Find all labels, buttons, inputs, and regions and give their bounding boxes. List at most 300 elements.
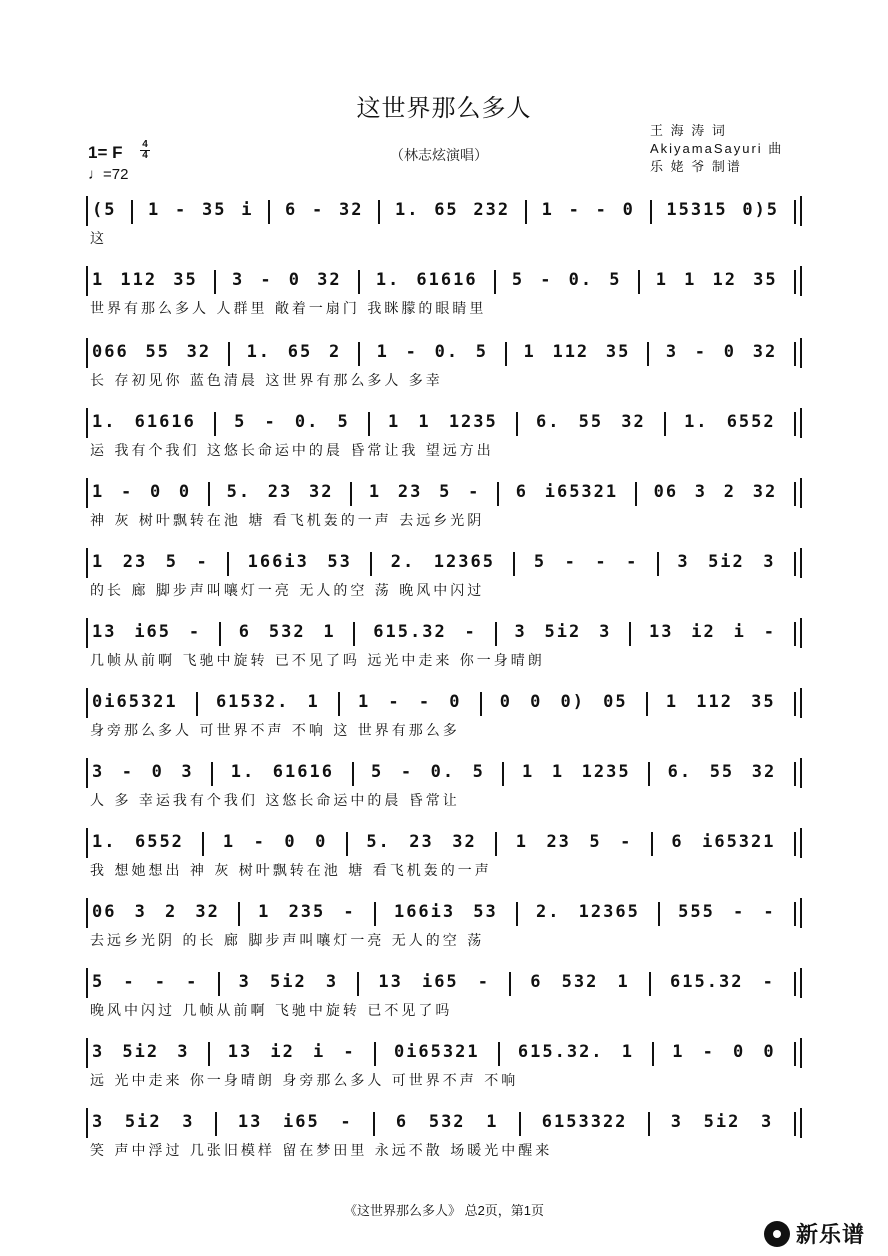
note-group: (5 xyxy=(92,200,117,220)
note-group: 55 xyxy=(709,762,735,782)
note-group: 32 xyxy=(752,342,778,362)
note-group: 0. xyxy=(430,762,456,782)
note-group: 12 xyxy=(712,270,737,290)
note-group: 1 xyxy=(655,270,668,290)
bar-line xyxy=(657,552,659,576)
note-group: 32 xyxy=(452,832,477,852)
note-group: 23 xyxy=(122,552,148,572)
note-group: 0) xyxy=(560,692,585,712)
bar-line xyxy=(480,692,482,716)
note-group: 1. xyxy=(230,762,256,782)
bar-line xyxy=(658,902,660,926)
note-group: 13 xyxy=(227,1042,253,1062)
note-group: 3 xyxy=(92,1042,105,1062)
bar-line xyxy=(794,692,796,716)
note-group: 166i3 xyxy=(247,552,309,572)
bar-line xyxy=(794,200,796,224)
score-system xyxy=(86,618,802,674)
note-group: - xyxy=(702,1042,715,1062)
note-group: 0 xyxy=(151,762,164,782)
note-group: - xyxy=(733,902,746,922)
bar-line xyxy=(650,200,652,224)
bar-line xyxy=(794,762,796,786)
lyrics-line: 我 想她想出 神 灰 树叶飘转在池 塘 看飞机轰的一声 xyxy=(90,863,492,879)
note-group: 112 xyxy=(120,270,158,290)
note-group: i65 xyxy=(134,622,172,642)
note-group: 3 xyxy=(92,1112,105,1132)
note-group: 1 xyxy=(258,902,271,922)
bar-line xyxy=(378,200,380,224)
notation-text xyxy=(92,270,796,294)
note-group: 13 xyxy=(237,1112,263,1132)
note-group: - xyxy=(763,622,776,642)
bar-line xyxy=(228,342,230,366)
score-system xyxy=(86,898,802,954)
note-group: 53 xyxy=(473,902,498,922)
notation-text xyxy=(92,832,796,856)
note-group: 1 xyxy=(621,1042,634,1062)
bar-line xyxy=(652,1042,654,1066)
bar-line xyxy=(374,902,376,926)
bar-line xyxy=(215,1112,217,1136)
score-system xyxy=(86,266,802,322)
note-group: 23 xyxy=(409,832,434,852)
notation-line xyxy=(86,968,802,998)
bar-line xyxy=(519,1112,521,1136)
note-group: 0 xyxy=(284,832,297,852)
note-group: 61616 xyxy=(134,412,196,432)
note-group: 32 xyxy=(186,342,212,362)
note-group: 0)5 xyxy=(742,200,780,220)
note-group: - xyxy=(468,482,481,502)
note-group: 1 xyxy=(515,832,528,852)
bar-line xyxy=(516,902,518,926)
bar-line xyxy=(353,622,355,646)
note-group: - xyxy=(564,552,577,572)
notation-text xyxy=(92,412,796,436)
bar-line xyxy=(794,1042,796,1066)
note-group: 65 xyxy=(434,200,459,220)
note-group: 1235 xyxy=(448,412,498,432)
note-group: - xyxy=(123,972,136,992)
note-group: i2 xyxy=(691,622,716,642)
note-group: 6. xyxy=(667,762,693,782)
notation-line xyxy=(86,408,802,438)
note-group: 1. xyxy=(394,200,420,220)
note-group: 5. xyxy=(366,832,391,852)
lyrics-line: 几帧从前啊 飞驰中旋转 已不见了吗 远光中走来 你一身晴朗 xyxy=(90,653,545,669)
note-group: 12365 xyxy=(578,902,640,922)
notation-text xyxy=(92,762,796,786)
note-group: 1 xyxy=(522,762,535,782)
note-group: 35 xyxy=(605,342,631,362)
note-group: 23 xyxy=(267,482,293,502)
note-group: 066 xyxy=(92,342,129,362)
note-group: 6 xyxy=(395,1112,409,1132)
bar-line xyxy=(794,972,796,996)
notation-text xyxy=(92,1042,796,1066)
bar-line xyxy=(648,1112,650,1136)
bar-line xyxy=(238,902,240,926)
bar-line xyxy=(494,270,496,294)
bar-line xyxy=(794,832,796,856)
note-group: - xyxy=(540,270,553,290)
note-group: i65 xyxy=(421,972,459,992)
note-group: 5 xyxy=(371,762,384,782)
note-group: 32 xyxy=(317,270,342,290)
note-group: 5i2 xyxy=(122,1042,160,1062)
note-group: 13 xyxy=(378,972,403,992)
score-system xyxy=(86,478,802,534)
note-group: 35 xyxy=(201,200,227,220)
notation-line xyxy=(86,548,802,578)
note-group: 1 xyxy=(672,1042,685,1062)
note-group: - xyxy=(763,902,776,922)
note-group: 0 xyxy=(449,692,462,712)
bar-line xyxy=(629,622,631,646)
note-group: 0 xyxy=(315,832,328,852)
notation-text xyxy=(92,342,796,366)
note-group: 13 xyxy=(648,622,674,642)
notation-line xyxy=(86,688,802,718)
note-group: 1 xyxy=(358,692,371,712)
bar-line xyxy=(227,552,229,576)
note-group: 0i65321 xyxy=(393,1042,480,1062)
note-group: 0. xyxy=(568,270,594,290)
score-system xyxy=(86,408,802,464)
note-group: 112 xyxy=(696,692,734,712)
note-group: 35 xyxy=(751,692,776,712)
note-group: 3 xyxy=(665,342,679,362)
bar-line xyxy=(131,200,133,224)
note-group: - xyxy=(174,200,188,220)
notation-line xyxy=(86,266,802,296)
bar-line xyxy=(502,762,504,786)
bar-line xyxy=(214,270,216,294)
note-group: 6 xyxy=(515,482,528,502)
note-group: 1. xyxy=(92,412,117,432)
note-group: - xyxy=(400,762,414,782)
note-group: 3 xyxy=(325,972,339,992)
note-group: 5 xyxy=(165,552,178,572)
notation-line xyxy=(86,758,802,788)
note-group: 5 xyxy=(475,342,489,362)
bar-line xyxy=(525,200,527,224)
note-group: 06 xyxy=(92,902,117,922)
note-group: - xyxy=(568,200,581,220)
note-group: 5i2 xyxy=(270,972,307,992)
note-group: i65321 xyxy=(702,832,776,852)
note-group: 6 xyxy=(238,622,252,642)
score-system xyxy=(86,688,802,744)
note-group: 5 xyxy=(439,482,452,502)
note-group: 2 xyxy=(328,342,342,362)
note-group: 3 xyxy=(670,1112,683,1132)
bar-line xyxy=(208,1042,210,1066)
note-group: - xyxy=(260,270,273,290)
note-group: - xyxy=(264,412,277,432)
note-group: - xyxy=(188,622,202,642)
lyrics-line: 的长 廊 脚步声叫嚷灯一亮 无人的空 荡 晚风中闪过 xyxy=(90,583,485,599)
note-group: 1 xyxy=(523,342,536,362)
note-group: 3 xyxy=(134,902,147,922)
note-group: 3 xyxy=(677,552,690,572)
bar-line xyxy=(219,622,221,646)
note-group: 1. xyxy=(246,342,272,362)
note-group: 6552 xyxy=(726,412,776,432)
note-group: 61532. xyxy=(215,692,290,712)
note-group: 3 xyxy=(763,552,776,572)
credits-block xyxy=(650,122,783,176)
note-group: 55 xyxy=(578,412,604,432)
note-group: - xyxy=(477,972,491,992)
note-group: 35 xyxy=(753,270,778,290)
note-group: 32 xyxy=(309,482,334,502)
note-group: - xyxy=(418,692,432,712)
bar-line xyxy=(794,412,796,436)
lyrics-line: 世界有那么多人 人群里 敞着一扇门 我眯朦的眼睛里 xyxy=(90,301,487,317)
note-group: 32 xyxy=(752,482,778,502)
tempo-value: =72 xyxy=(103,166,129,183)
note-group: - xyxy=(311,200,325,220)
note-group: 1 xyxy=(418,412,431,432)
note-group: 615.32 xyxy=(373,622,447,642)
note-group: 1 xyxy=(541,200,554,220)
note-group: 0 xyxy=(733,1042,746,1062)
note-group: 55 xyxy=(145,342,170,362)
note-group: 5 xyxy=(511,270,525,290)
note-group: i xyxy=(733,622,746,642)
note-group: 1 xyxy=(323,622,336,642)
bar-line xyxy=(211,762,213,786)
notation-text xyxy=(92,902,796,926)
note-group: - xyxy=(405,342,418,362)
note-group: 1235 xyxy=(581,762,631,782)
note-group: 1 xyxy=(665,692,679,712)
bar-line xyxy=(794,482,796,506)
note-group: 23 xyxy=(397,482,423,502)
lyrics-line: 远 光中走来 你一身晴朗 身旁那么多人 可世界不声 不响 xyxy=(90,1073,519,1089)
note-group: 0 xyxy=(622,200,635,220)
note-group: 5. xyxy=(226,482,252,502)
note-group: 5 xyxy=(609,270,622,290)
note-group: 1. xyxy=(684,412,709,432)
note-group: 532 xyxy=(428,1112,466,1132)
note-group: 2 xyxy=(723,482,736,502)
note-group: 555 xyxy=(678,902,715,922)
bar-line xyxy=(495,622,497,646)
note-group: 32 xyxy=(751,762,777,782)
bar-line xyxy=(647,342,649,366)
note-group: 0. xyxy=(294,412,320,432)
note-group: 6552 xyxy=(134,832,184,852)
note-group: - xyxy=(694,342,708,362)
time-signature xyxy=(140,140,150,161)
song-title: 这世界那么多人 xyxy=(356,94,532,122)
logo-text: 新乐谱 xyxy=(796,1222,866,1247)
note-group: - xyxy=(120,482,134,502)
bar-line xyxy=(268,200,270,224)
note-group: 5 xyxy=(589,832,602,852)
note-group: 1 xyxy=(307,692,320,712)
note-group: - xyxy=(620,832,633,852)
lyrics-line: 身旁那么多人 可世界不声 不响 这 世界有那么多 xyxy=(90,723,460,739)
bar-line xyxy=(794,1112,796,1136)
note-group: i xyxy=(313,1042,326,1062)
bar-line xyxy=(516,412,518,436)
notation-line xyxy=(86,196,802,226)
note-group: 23 xyxy=(546,832,571,852)
note-group: 3 xyxy=(182,1112,195,1132)
note-group: i2 xyxy=(270,1042,295,1062)
note-group: 5 xyxy=(472,762,485,782)
note-group: - xyxy=(154,972,167,992)
note-group: 0. xyxy=(434,342,460,362)
note-group: 6. xyxy=(536,412,561,432)
note-group: 12365 xyxy=(433,552,495,572)
note-group: 0 xyxy=(723,342,736,362)
note-group: 1. xyxy=(92,832,117,852)
time-top: 4 xyxy=(142,139,148,150)
site-logo xyxy=(764,1218,865,1249)
note-group: 1 xyxy=(617,972,630,992)
note-group: 32 xyxy=(338,200,364,220)
bar-line xyxy=(374,1042,376,1066)
note-group: 615.32 xyxy=(670,972,744,992)
notation-text xyxy=(92,972,796,996)
bar-line xyxy=(498,1042,500,1066)
note-group: 1 xyxy=(551,762,565,782)
bar-line xyxy=(794,902,796,926)
bar-line xyxy=(505,342,507,366)
note-group: 6153322 xyxy=(541,1112,628,1132)
bar-line xyxy=(648,762,650,786)
bar-line xyxy=(495,832,497,856)
note-group: 2. xyxy=(390,552,416,572)
notation-text xyxy=(92,692,796,716)
bar-line xyxy=(357,972,359,996)
bar-line xyxy=(346,832,348,856)
bar-line xyxy=(338,692,340,716)
notation-line xyxy=(86,478,802,508)
bar-line xyxy=(651,832,653,856)
note-group: 0 xyxy=(288,270,301,290)
bar-line xyxy=(497,482,499,506)
note-group: 235 xyxy=(288,902,326,922)
note-group: 1 xyxy=(92,270,105,290)
bar-line xyxy=(794,622,796,646)
notation-text xyxy=(92,200,796,224)
lyrics-line: 笑 声中浮过 几张旧模样 留在梦田里 永远不散 场暖光中醒来 xyxy=(90,1143,553,1159)
note-group: 06 xyxy=(653,482,679,502)
note-group: 6 xyxy=(530,972,543,992)
note-group: 2 xyxy=(165,902,178,922)
note-group: 5i2 xyxy=(124,1112,162,1132)
note-group: 3 xyxy=(761,1112,774,1132)
note-group: 1 xyxy=(684,270,697,290)
note-group: - xyxy=(762,972,775,992)
notation-text xyxy=(92,552,796,576)
score-system xyxy=(86,968,802,1024)
note-group: 0 xyxy=(499,692,512,712)
time-bottom: 4 xyxy=(142,150,148,161)
bar-line xyxy=(649,972,651,996)
note-group: - xyxy=(340,1112,353,1132)
bar-line xyxy=(214,412,216,436)
bar-line xyxy=(635,482,637,506)
notation-line xyxy=(86,898,802,928)
note-group: 05 xyxy=(603,692,628,712)
notation-line xyxy=(86,338,802,368)
note-group: - xyxy=(626,552,639,572)
bar-line xyxy=(358,342,360,366)
bar-line xyxy=(513,552,515,576)
note-group: i65321 xyxy=(544,482,619,502)
lyrics-line: 神 灰 树叶飘转在池 塘 看飞机轰的一声 去远乡光阴 xyxy=(90,513,485,529)
note-group: 5 xyxy=(337,412,350,432)
note-group: 53 xyxy=(327,552,352,572)
note-group: 5 xyxy=(92,972,105,992)
note-group: 1 xyxy=(486,1112,499,1132)
note-group: 1. xyxy=(375,270,401,290)
quarter-note-icon: ♩ xyxy=(88,166,103,183)
bar-line xyxy=(638,270,640,294)
note-group: 0 xyxy=(149,482,163,502)
note-group: - xyxy=(595,552,608,572)
bar-line xyxy=(208,482,210,506)
note-group: 5i2 xyxy=(703,1112,741,1132)
bar-line xyxy=(509,972,511,996)
bar-line xyxy=(350,482,352,506)
bar-line xyxy=(196,692,198,716)
note-group: - xyxy=(388,692,401,712)
lyrics-line: 人 多 幸运我有个我们 这悠长命运中的晨 昏常让 xyxy=(90,793,460,809)
note-group: 1 xyxy=(92,482,105,502)
page-footer: 《这世界那么多人》 总2页，第1页 xyxy=(343,1203,545,1218)
score-system xyxy=(86,1108,802,1164)
note-group: 1 xyxy=(376,342,389,362)
note-group: 3 xyxy=(231,270,245,290)
note-group: 65 xyxy=(287,342,313,362)
bar-line xyxy=(373,1112,375,1136)
note-group: 61616 xyxy=(272,762,334,782)
bar-line xyxy=(370,552,372,576)
bar-line xyxy=(352,762,354,786)
note-group: 35 xyxy=(173,270,198,290)
note-group: 0 xyxy=(530,692,543,712)
lyrics-line: 运 我有个我们 这悠长命运中的晨 昏常让我 望远方出 xyxy=(90,443,494,459)
note-group: 532 xyxy=(561,972,599,992)
bar-line xyxy=(664,412,666,436)
note-group: i xyxy=(241,200,254,220)
note-group: 166i3 xyxy=(393,902,456,922)
note-group: 2. xyxy=(536,902,561,922)
bar-line xyxy=(794,552,796,576)
notation-line xyxy=(86,1038,802,1068)
note-group: 1 xyxy=(368,482,382,502)
note-group: - xyxy=(121,762,135,782)
bar-line xyxy=(794,270,796,294)
bar-line xyxy=(358,270,360,294)
note-group: 6 xyxy=(284,200,298,220)
lyrics-line: 去远乡光阴 的长 廊 脚步声叫嚷灯一亮 无人的空 荡 xyxy=(90,933,485,949)
bar-line xyxy=(368,412,370,436)
note-group: 1 xyxy=(388,412,401,432)
lyrics-line: 长 存初见你 蓝色清晨 这世界有那么多人 多幸 xyxy=(90,373,443,389)
note-group: 3 xyxy=(514,622,527,642)
composer-credit: AkiyamaSayuri 曲 xyxy=(650,141,784,156)
bar-line xyxy=(794,342,796,366)
